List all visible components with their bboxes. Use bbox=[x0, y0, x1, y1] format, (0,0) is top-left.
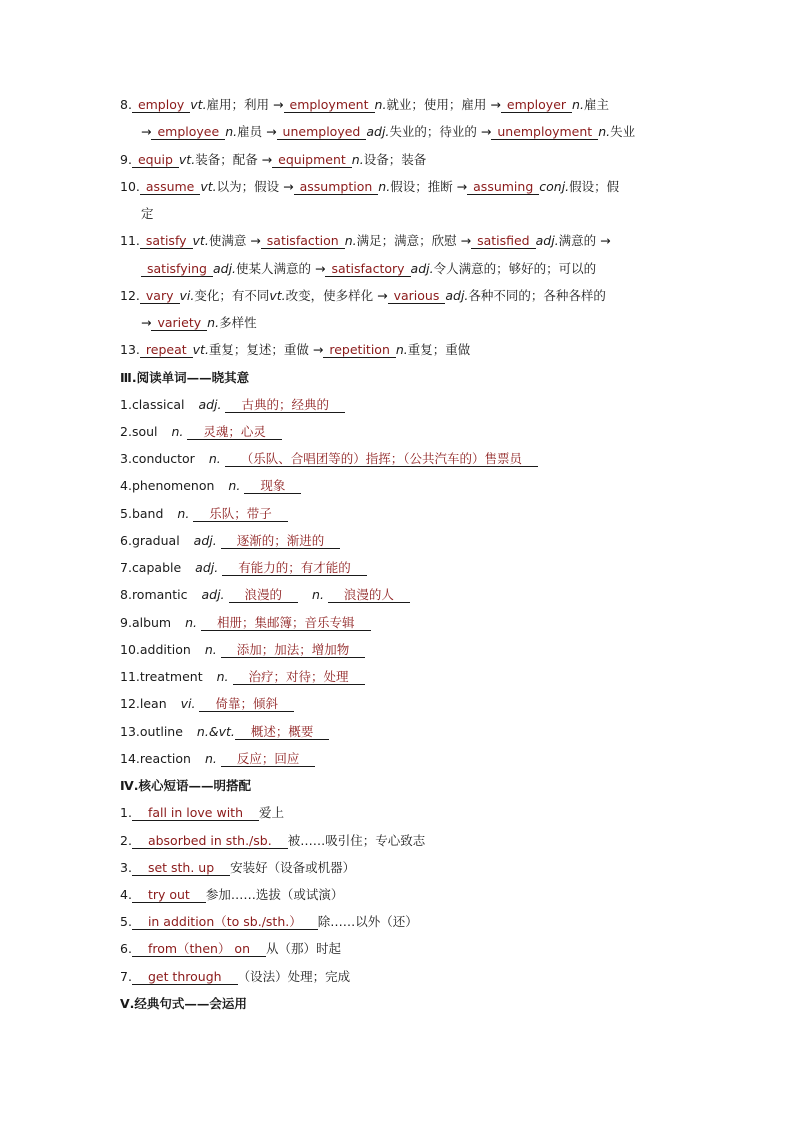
answer-blank: satisfy bbox=[140, 233, 193, 249]
vocab-line-11: 11. satisfy vt.使满意 → satisfaction n.满足；满意；欣慰 → satisfied adj.满意的 → bbox=[120, 233, 611, 248]
answer-blank: 治疗；对待；处理 bbox=[233, 669, 365, 685]
vocab-line-12b: → variety n.多样性 bbox=[141, 315, 257, 330]
phrase-item: 6. from（then） on 从（那）时起 bbox=[120, 941, 342, 956]
vocab-line-8: 8. employ vt.雇用；利用 → employment n.就业；使用；雇用 → employer n.雇主 bbox=[120, 97, 609, 112]
reading-item: 12.lean vi. 倚靠；倾斜 bbox=[120, 696, 294, 712]
phrase-item: 7. get through （设法）处理；完成 bbox=[120, 969, 351, 984]
answer-blank: employment bbox=[284, 97, 375, 113]
reading-item: 13.outline n.&vt. 概述；概要 bbox=[120, 724, 329, 740]
answer-blank: 浪漫的 bbox=[229, 587, 299, 603]
vocab-line-12: 12. vary vi.变化；有不同vt.改变，使多样化 → various adj.各种不同的；各种各样的 bbox=[120, 288, 606, 303]
answer-blank: employer bbox=[501, 97, 572, 113]
reading-item: 3.conductor n. （乐队、合唱团等的）指挥；（公共汽车的）售票员 bbox=[120, 451, 538, 467]
phrase-item: 2. absorbed in sth./sb. 被……吸引住；专心致志 bbox=[120, 833, 426, 848]
reading-item: 4.phenomenon n. 现象 bbox=[120, 478, 301, 494]
answer-blank: 反应；回应 bbox=[221, 751, 316, 767]
answer-blank: fall in love with bbox=[132, 805, 259, 821]
answer-blank: （乐队、合唱团等的）指挥；（公共汽车的）售票员 bbox=[225, 451, 538, 467]
answer-blank: assume bbox=[140, 179, 200, 195]
answer-blank: 有能力的；有才能的 bbox=[222, 560, 367, 576]
phrase-item: 5. in addition（to sb./sth.） 除……以外（还） bbox=[120, 914, 418, 929]
answer-blank: 概述；概要 bbox=[235, 724, 330, 740]
answer-blank: repetition bbox=[323, 342, 396, 358]
section-heading-sentences: Ⅴ.经典句式——会运用 bbox=[120, 996, 247, 1011]
reading-item: 14.reaction n. 反应；回应 bbox=[120, 751, 315, 767]
answer-blank: 逐渐的；渐进的 bbox=[221, 533, 341, 549]
answer-blank: 古典的；经典的 bbox=[225, 397, 345, 413]
vocab-line-10: 10. assume vt.以为；假设 → assumption n.假设；推断 → assuming conj.假设；假 bbox=[120, 179, 620, 194]
vocab-line-13: 13. repeat vt.重复；复述；重做 → repetition n.重复；重做 bbox=[120, 342, 471, 357]
vocab-line-11b: satisfying adj.使某人满意的 → satisfactory adj.令人满意的；够好的；可以的 bbox=[141, 261, 596, 277]
answer-blank: 相册；集邮簿；音乐专辑 bbox=[201, 615, 371, 631]
answer-blank: get through bbox=[132, 969, 238, 985]
section-heading-reading: Ⅲ.阅读单词——晓其意 bbox=[120, 370, 250, 385]
answer-blank: set sth. up bbox=[132, 860, 230, 876]
reading-item: 5.band n. 乐队；带子 bbox=[120, 506, 288, 522]
section-heading-phrases: Ⅳ.核心短语——明搭配 bbox=[120, 778, 251, 793]
phrase-item: 3. set sth. up 安装好（设备或机器） bbox=[120, 860, 356, 875]
answer-blank: 现象 bbox=[244, 478, 301, 494]
answer-blank: equip bbox=[132, 152, 179, 168]
answer-blank: 灵魂；心灵 bbox=[187, 424, 282, 440]
answer-blank: employ bbox=[132, 97, 190, 113]
answer-blank: repeat bbox=[140, 342, 193, 358]
answer-blank: various bbox=[388, 288, 446, 304]
reading-item: 6.gradual adj. 逐渐的；渐进的 bbox=[120, 533, 340, 549]
answer-blank: assuming bbox=[467, 179, 539, 195]
reading-item: 1.classical adj. 古典的；经典的 bbox=[120, 397, 345, 413]
answer-blank: try out bbox=[132, 887, 206, 903]
reading-item: 2.soul n. 灵魂；心灵 bbox=[120, 424, 282, 440]
answer-blank: vary bbox=[140, 288, 180, 304]
reading-item: 10.addition n. 添加；加法；增加物 bbox=[120, 642, 365, 658]
vocab-line-9: 9. equip vt.装备；配备 → equipment n.设备；装备 bbox=[120, 152, 427, 167]
answer-blank: absorbed in sth./sb. bbox=[132, 833, 288, 849]
answer-blank: employee bbox=[151, 124, 225, 140]
answer-blank: variety bbox=[151, 315, 207, 331]
answer-blank: unemployment bbox=[491, 124, 598, 140]
reading-item: 8.romantic adj. 浪漫的 n. 浪漫的人 bbox=[120, 587, 410, 603]
answer-blank: satisfied bbox=[471, 233, 536, 249]
answer-blank: assumption bbox=[294, 179, 379, 195]
phrase-item: 1. fall in love with 爱上 bbox=[120, 805, 285, 820]
answer-blank: equipment bbox=[272, 152, 352, 168]
answer-blank: from（then） on bbox=[132, 941, 266, 957]
reading-item: 7.capable adj. 有能力的；有才能的 bbox=[120, 560, 367, 576]
reading-item: 11.treatment n. 治疗；对待；处理 bbox=[120, 669, 365, 685]
answer-blank: satisfaction bbox=[261, 233, 345, 249]
answer-blank: 倚靠；倾斜 bbox=[199, 696, 294, 712]
answer-blank: satisfying bbox=[141, 261, 213, 277]
answer-blank: 添加；加法；增加物 bbox=[221, 642, 366, 658]
answer-blank: 乐队；带子 bbox=[193, 506, 288, 522]
answer-blank: unemployed bbox=[277, 124, 367, 140]
answer-blank: in addition（to sb./sth.） bbox=[132, 914, 318, 930]
answer-blank: 浪漫的人 bbox=[328, 587, 410, 603]
reading-item: 9.album n. 相册；集邮簿；音乐专辑 bbox=[120, 615, 371, 631]
answer-blank: satisfactory bbox=[325, 261, 410, 277]
vocab-line-8b: → employee n.雇员 → unemployed adj.失业的；待业的 → unemployment n.失业 bbox=[141, 124, 636, 139]
vocab-line-10b: 定 bbox=[141, 206, 154, 221]
phrase-item: 4. try out 参加……选拔（或试演） bbox=[120, 887, 344, 902]
